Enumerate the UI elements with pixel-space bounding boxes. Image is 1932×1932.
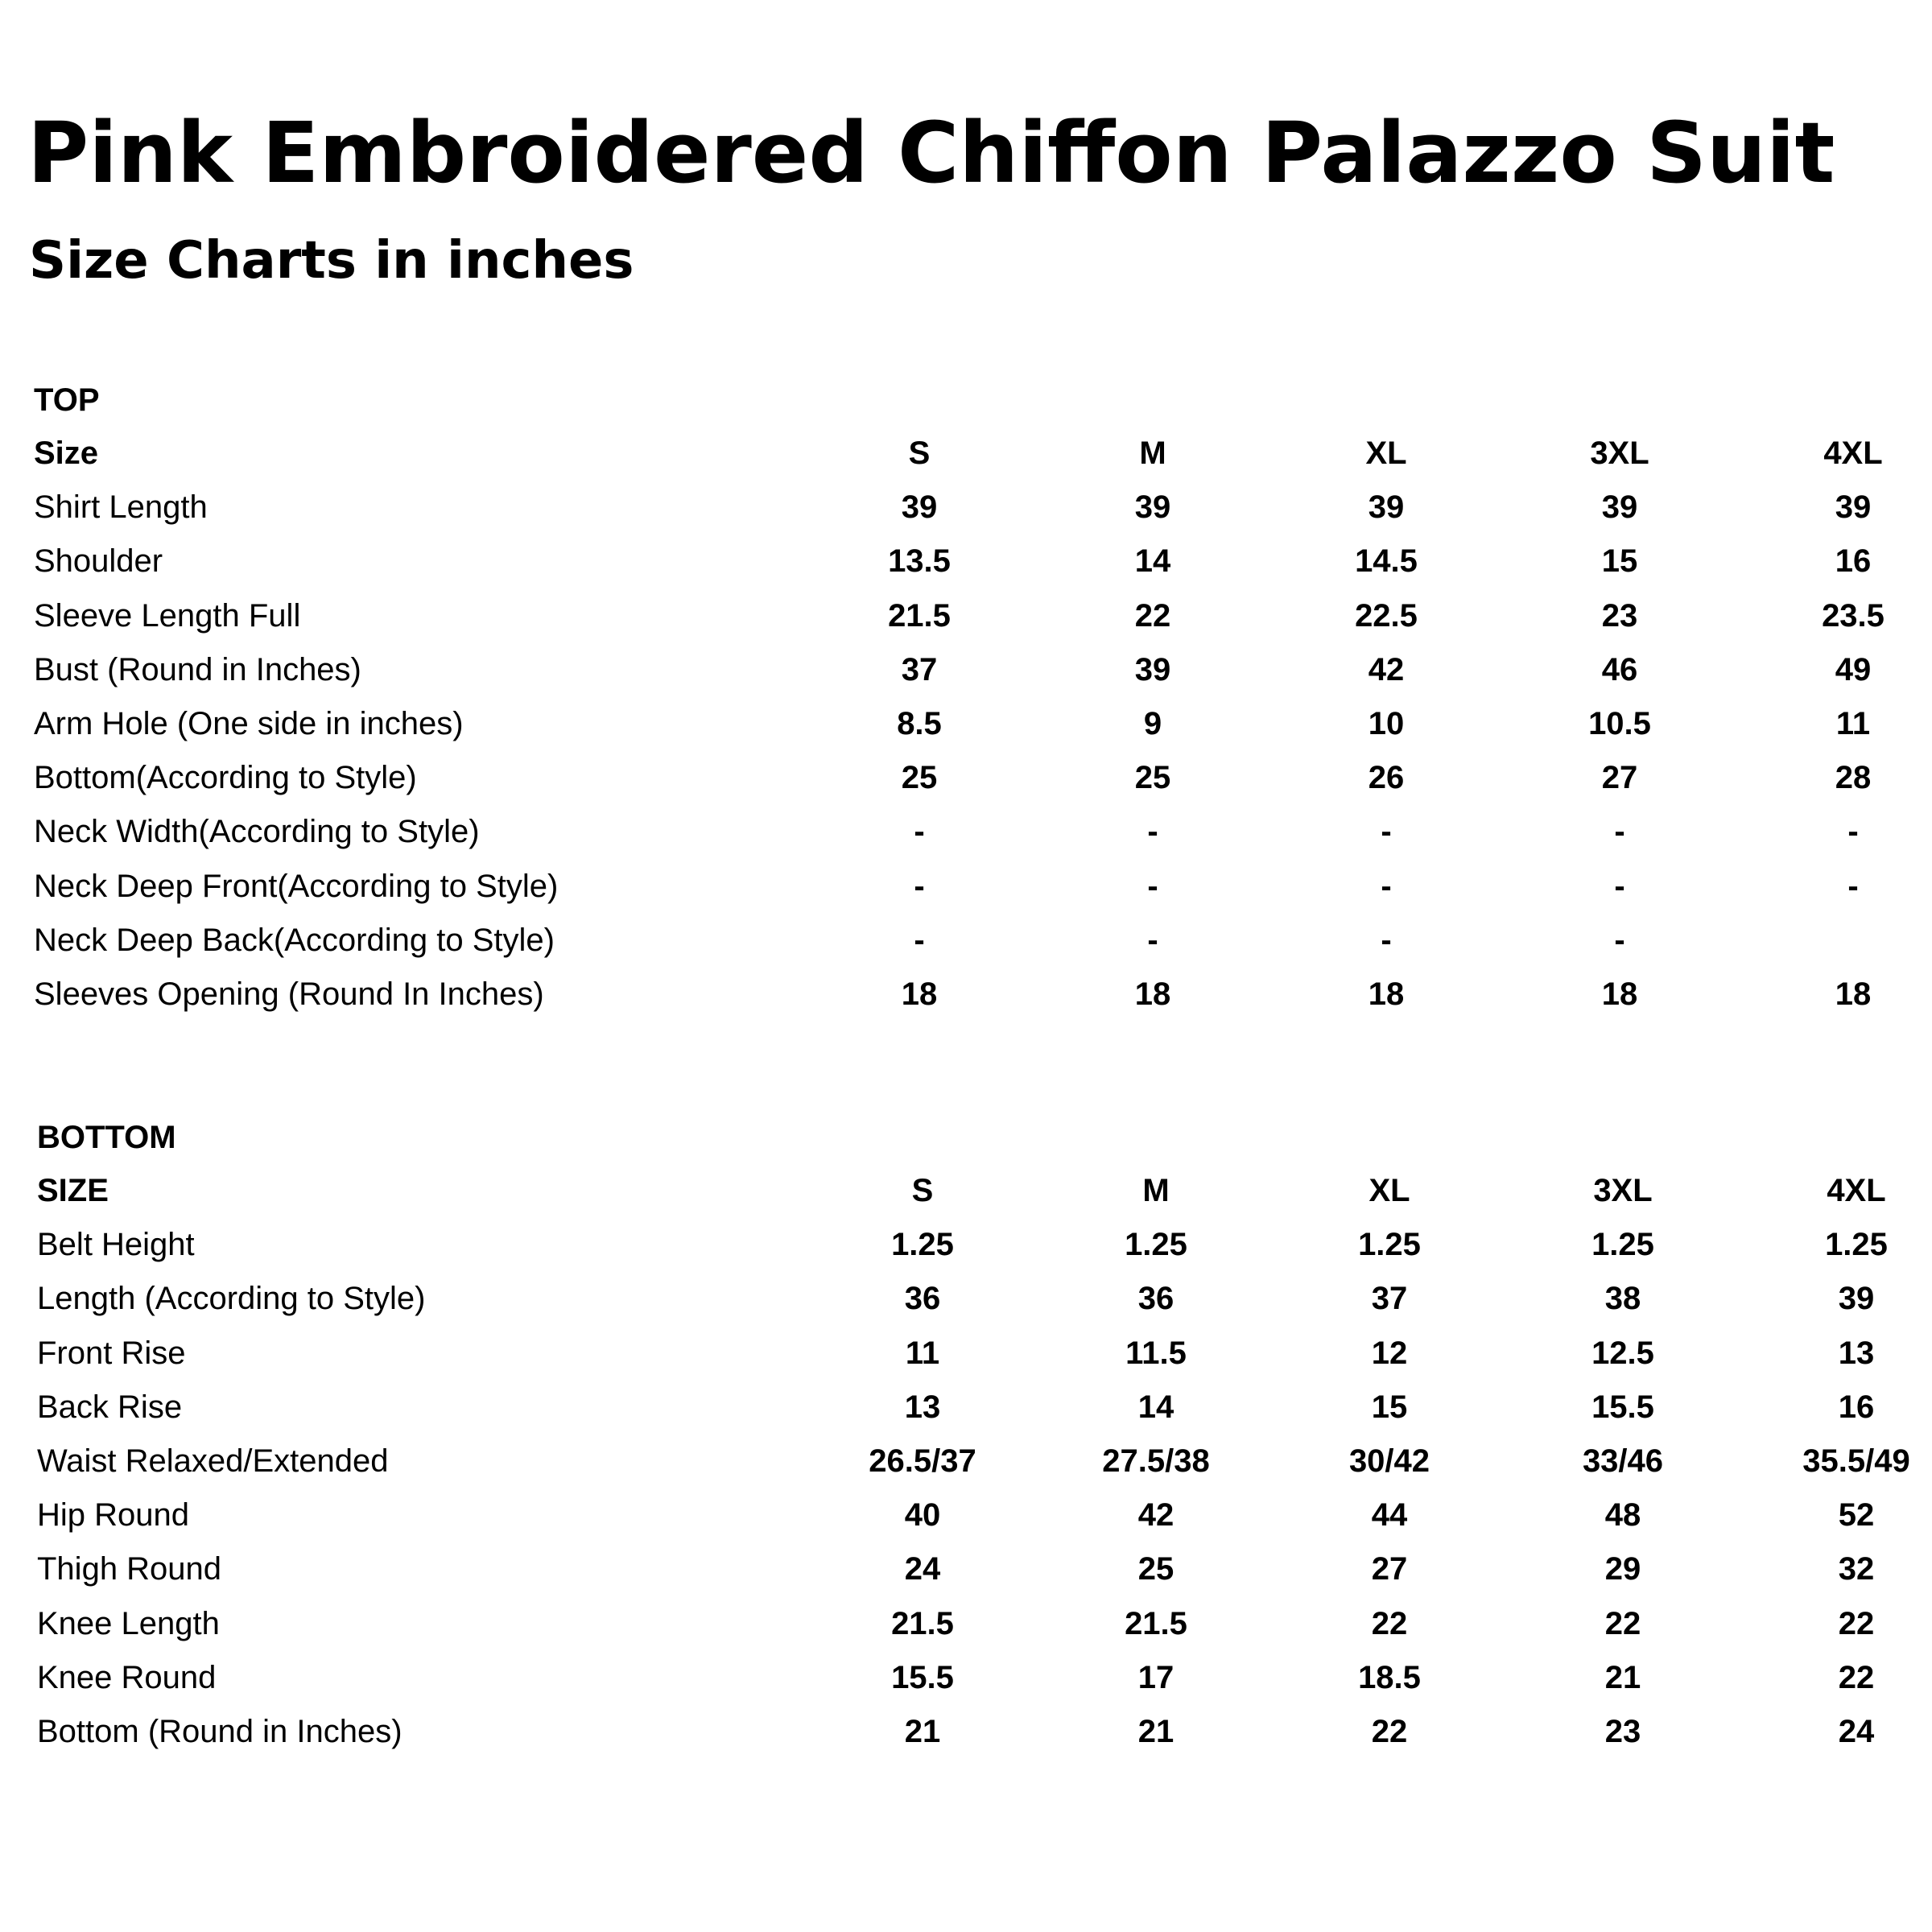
- measurement-value: 27: [1601, 760, 1638, 796]
- measurement-label: Knee Round: [37, 1659, 217, 1695]
- measurement-value: 18.5: [1358, 1659, 1421, 1695]
- table-row: [0, 1651, 1932, 1705]
- measurement-value: 1.25: [891, 1227, 954, 1263]
- page-title: Pink Embroidered Chiffon Palazzo Suit: [27, 104, 1835, 202]
- table-row: [0, 481, 1932, 535]
- measurement-label: Bottom(According to Style): [34, 760, 417, 796]
- measurement-label: Shirt Length: [34, 489, 208, 526]
- measurement-value: -: [1614, 868, 1625, 904]
- measurement-value: 16: [1835, 543, 1872, 580]
- bottom-table-grid: [0, 1164, 1932, 1759]
- measurement-value: 22: [1838, 1605, 1875, 1641]
- measurement-value: 24: [1838, 1713, 1875, 1749]
- measurement-value: 36: [904, 1281, 941, 1317]
- measurement-label: Neck Deep Front(According to Style): [34, 868, 559, 904]
- measurement-value: -: [914, 814, 925, 850]
- measurement-value: 42: [1137, 1497, 1174, 1534]
- measurement-value: 39: [1601, 489, 1638, 526]
- measurement-value: 22: [1604, 1605, 1641, 1641]
- measurement-value: 10.5: [1588, 705, 1651, 741]
- top-table-grid: [0, 427, 1932, 1022]
- measurement-value: 35.5/49: [1802, 1443, 1910, 1479]
- measurement-label: Bottom (Round in Inches): [37, 1713, 402, 1749]
- table-row: [0, 1542, 1932, 1596]
- measurement-value: 37: [901, 651, 938, 687]
- measurement-value: 21.5: [891, 1605, 954, 1641]
- measurement-value: 25: [901, 760, 938, 796]
- measurement-value: 39: [901, 489, 938, 526]
- measurement-value: 18: [1134, 976, 1171, 1012]
- size-column-header: S: [911, 1173, 934, 1208]
- measurement-value: 21: [904, 1713, 941, 1749]
- measurement-value: 9: [1143, 705, 1162, 741]
- measurement-value: 38: [1604, 1281, 1641, 1317]
- measurement-value: 42: [1368, 651, 1405, 687]
- measurement-value: 22: [1134, 597, 1171, 634]
- measurement-value: -: [1147, 868, 1158, 904]
- measurement-value: -: [1381, 868, 1392, 904]
- measurement-value: 26: [1368, 760, 1405, 796]
- measurement-value: 27.5/38: [1102, 1443, 1210, 1479]
- table-row: [0, 1272, 1932, 1326]
- measurement-value: [1757, 914, 1932, 968]
- measurement-value: 49: [1835, 651, 1872, 687]
- measurement-label: Front Rise: [37, 1335, 186, 1371]
- measurement-value: 27: [1371, 1551, 1408, 1587]
- measurement-value: 11: [1835, 705, 1871, 741]
- measurement-label: Arm Hole (One side in inches): [34, 705, 464, 741]
- size-column-header: XL: [1365, 436, 1407, 471]
- page-subtitle: Size Charts in inches: [29, 231, 634, 291]
- size-column-header: M: [1139, 436, 1166, 471]
- measurement-label: Belt Height: [37, 1227, 195, 1263]
- measurement-value: -: [914, 868, 925, 904]
- section-heading-top: TOP: [34, 382, 100, 418]
- size-column-header: 3XL: [1590, 436, 1649, 471]
- size-column-header: SIZE: [37, 1173, 109, 1208]
- table-row: [0, 1218, 1932, 1272]
- measurement-label: Hip Round: [37, 1497, 190, 1534]
- measurement-value: 1.25: [1358, 1227, 1421, 1263]
- table-row: [0, 697, 1932, 751]
- measurement-value: 33/46: [1582, 1443, 1664, 1479]
- measurement-value: 1.25: [1125, 1227, 1187, 1263]
- measurement-value: 16: [1838, 1389, 1875, 1425]
- measurement-value: 44: [1371, 1497, 1408, 1534]
- measurement-value: 39: [1838, 1281, 1875, 1317]
- measurement-label: Sleeves Opening (Round In Inches): [34, 976, 544, 1012]
- table-row: [0, 914, 1932, 968]
- measurement-value: 21: [1604, 1659, 1641, 1695]
- table-row: [0, 589, 1932, 643]
- measurement-label: Knee Length: [37, 1605, 220, 1641]
- measurement-value: 32: [1838, 1551, 1875, 1587]
- measurement-label: Neck Deep Back(According to Style): [34, 922, 555, 958]
- measurement-value: 13.5: [888, 543, 951, 580]
- table-row: [0, 1435, 1932, 1488]
- measurement-value: 23: [1604, 1713, 1641, 1749]
- measurement-label: Back Rise: [37, 1389, 183, 1425]
- measurement-value: 22: [1371, 1605, 1408, 1641]
- measurement-value: 26.5/37: [869, 1443, 976, 1479]
- measurement-value: 24: [904, 1551, 941, 1587]
- measurement-value: 15: [1371, 1389, 1408, 1425]
- measurement-value: 29: [1604, 1551, 1641, 1587]
- measurement-value: -: [1147, 922, 1158, 958]
- measurement-value: 25: [1134, 760, 1171, 796]
- measurement-value: 39: [1134, 489, 1171, 526]
- measurement-value: 15: [1601, 543, 1638, 580]
- measurement-value: 40: [904, 1497, 941, 1534]
- measurement-label: Waist Relaxed/Extended: [37, 1443, 389, 1479]
- measurement-value: 39: [1835, 489, 1872, 526]
- table-row: [0, 860, 1932, 914]
- size-column-header: M: [1142, 1173, 1170, 1208]
- table-row: [0, 535, 1932, 588]
- measurement-label: Bust (Round in Inches): [34, 651, 361, 687]
- measurement-value: 15.5: [891, 1659, 954, 1695]
- measurement-value: -: [914, 922, 925, 958]
- table-row: [0, 1488, 1932, 1542]
- size-column-header: 4XL: [1827, 1173, 1886, 1208]
- size-column-header: 3XL: [1593, 1173, 1653, 1208]
- measurement-value: 22.5: [1355, 597, 1418, 634]
- measurement-value: -: [1847, 814, 1859, 850]
- measurement-value: 37: [1371, 1281, 1408, 1317]
- measurement-value: 1.25: [1825, 1227, 1888, 1263]
- measurement-value: 21: [1137, 1713, 1174, 1749]
- measurement-value: 23: [1601, 597, 1638, 634]
- measurement-value: 21.5: [1125, 1605, 1187, 1641]
- measurement-value: 14: [1137, 1389, 1174, 1425]
- measurement-value: 18: [1601, 976, 1638, 1012]
- measurement-value: 18: [1368, 976, 1405, 1012]
- measurement-label: Length (According to Style): [37, 1281, 426, 1317]
- measurement-value: -: [1847, 868, 1859, 904]
- measurement-value: 39: [1368, 489, 1405, 526]
- measurement-value: 17: [1137, 1659, 1174, 1695]
- measurement-value: 11: [905, 1335, 940, 1371]
- measurement-value: -: [1614, 922, 1625, 958]
- measurement-value: 13: [904, 1389, 941, 1425]
- measurement-value: -: [1381, 814, 1392, 850]
- table-row: [0, 1327, 1932, 1381]
- measurement-value: 12: [1371, 1335, 1408, 1371]
- size-column-header: 4XL: [1823, 436, 1883, 471]
- measurement-value: 8.5: [897, 705, 942, 741]
- measurement-value: 12.5: [1591, 1335, 1654, 1371]
- measurement-label: Shoulder: [34, 543, 163, 580]
- measurement-value: -: [1147, 814, 1158, 850]
- table-row: [0, 805, 1932, 859]
- table-row: [0, 643, 1932, 697]
- measurement-value: 36: [1137, 1281, 1174, 1317]
- measurement-value: 22: [1838, 1659, 1875, 1695]
- measurement-value: 21.5: [888, 597, 951, 634]
- measurement-value: 25: [1137, 1551, 1174, 1587]
- measurement-value: 30/42: [1348, 1443, 1430, 1479]
- measurement-value: 15.5: [1591, 1389, 1654, 1425]
- size-column-header: Size: [34, 436, 99, 471]
- measurement-value: 18: [901, 976, 938, 1012]
- measurement-value: 11.5: [1125, 1335, 1187, 1371]
- measurement-label: Thigh Round: [37, 1551, 222, 1587]
- table-row: [0, 1381, 1932, 1435]
- table-row: [0, 968, 1932, 1022]
- measurement-value: 14.5: [1355, 543, 1418, 580]
- measurement-value: 1.25: [1591, 1227, 1654, 1263]
- measurement-value: -: [1381, 922, 1392, 958]
- measurement-value: -: [1614, 814, 1625, 850]
- measurement-label: Neck Width(According to Style): [34, 814, 480, 850]
- section-heading-bottom: BOTTOM: [37, 1120, 176, 1155]
- measurement-value: 28: [1835, 760, 1872, 796]
- measurement-value: 22: [1371, 1713, 1408, 1749]
- measurement-value: 39: [1134, 651, 1171, 687]
- size-column-header: S: [908, 436, 931, 471]
- measurement-value: 18: [1835, 976, 1872, 1012]
- top-header-row: [0, 427, 1932, 481]
- measurement-value: 23.5: [1822, 597, 1885, 634]
- measurement-label: Sleeve Length Full: [34, 597, 301, 634]
- measurement-value: 52: [1838, 1497, 1875, 1534]
- measurement-value: 10: [1368, 705, 1405, 741]
- measurement-value: 14: [1134, 543, 1171, 580]
- measurement-value: 48: [1604, 1497, 1641, 1534]
- measurement-value: 46: [1601, 651, 1638, 687]
- measurement-value: 13: [1838, 1335, 1875, 1371]
- size-column-header: XL: [1368, 1173, 1410, 1208]
- table-row: [0, 751, 1932, 805]
- table-row: [0, 1705, 1932, 1759]
- table-row: [0, 1597, 1932, 1651]
- bottom-header-row: [0, 1164, 1932, 1218]
